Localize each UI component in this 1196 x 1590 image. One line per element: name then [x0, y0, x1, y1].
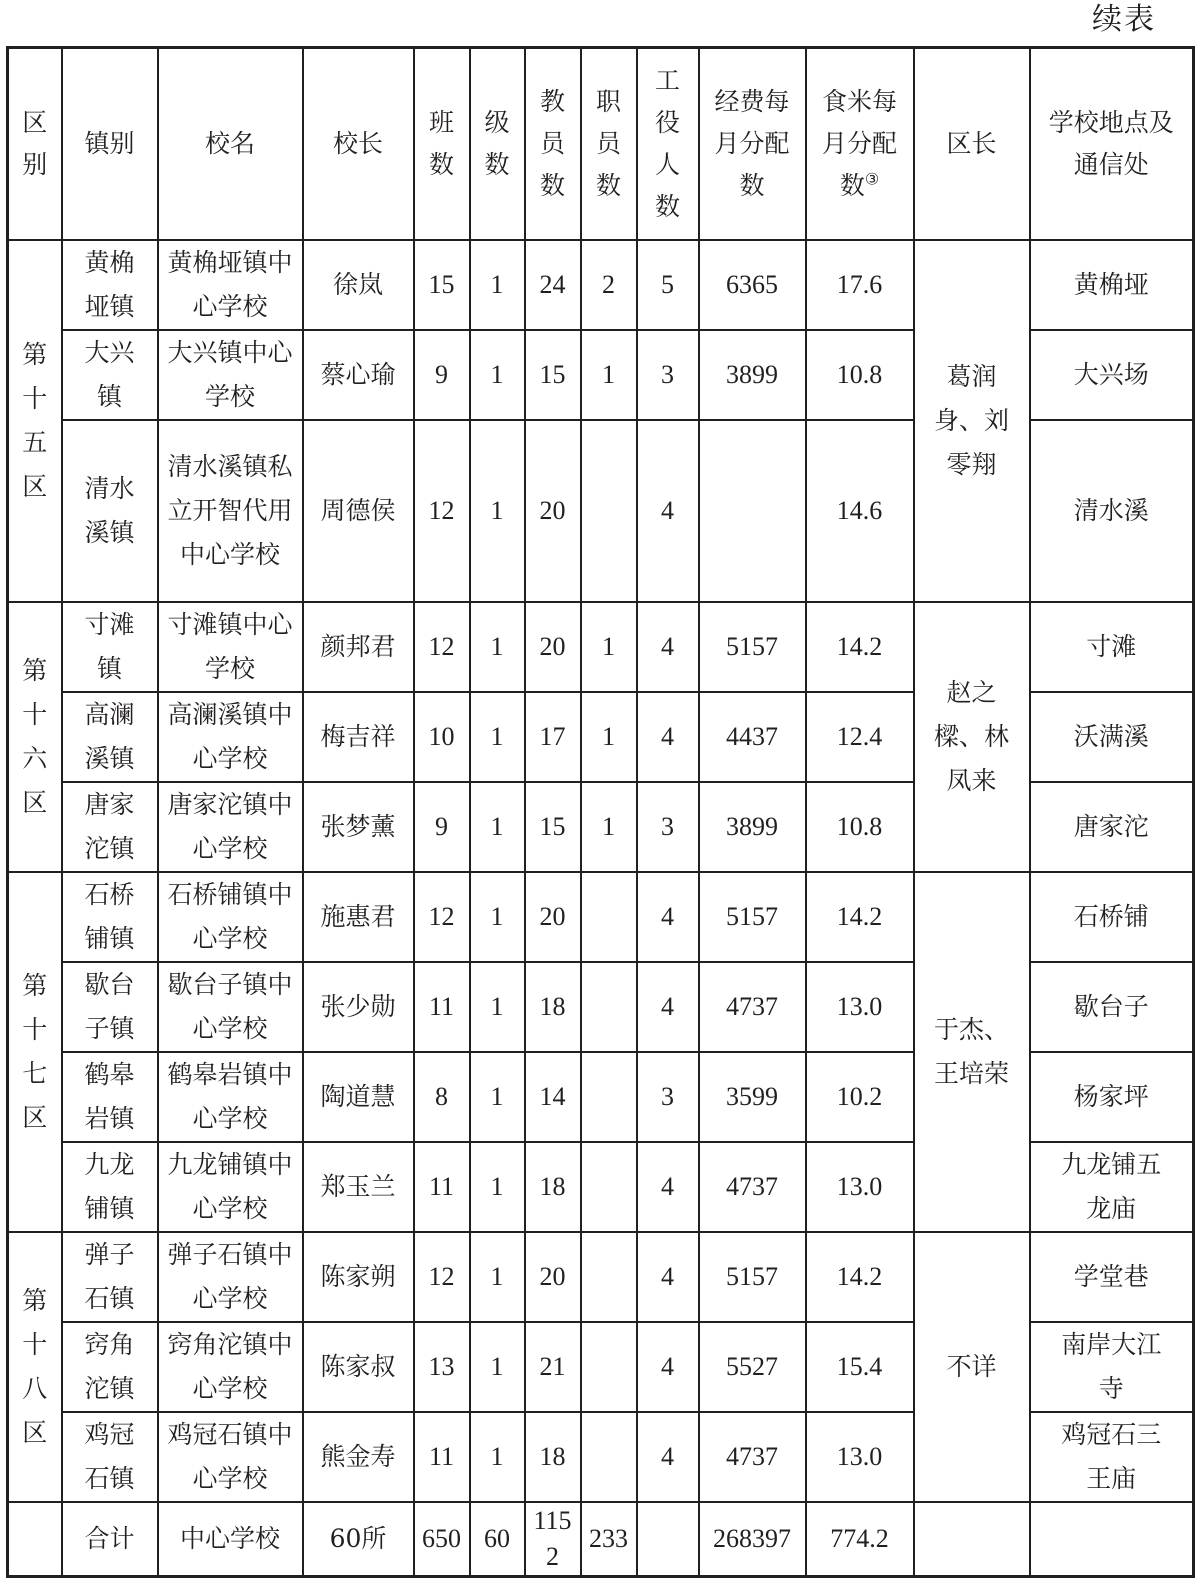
cell-teachers: 18 — [525, 962, 581, 1052]
cell-school: 石桥铺镇中心学校 — [158, 872, 303, 962]
cell-town: 大兴镇 — [62, 330, 158, 420]
total-row — [8, 1502, 1194, 1577]
cell-funding: 6365 — [699, 240, 806, 330]
cell-teachers: 18 — [525, 1142, 581, 1232]
cell-workers: 4 — [637, 1142, 699, 1232]
cell-rice: 12.4 — [806, 692, 914, 782]
cell-town: 高澜溪镇 — [62, 692, 158, 782]
cell-grades: 1 — [470, 1052, 525, 1142]
cell-rice: 14.2 — [806, 1232, 914, 1322]
cell-grades: 1 — [470, 692, 525, 782]
cell-staff: 2 — [581, 240, 637, 330]
total-funding: 268397 — [699, 1502, 806, 1577]
cell-address: 清水溪 — [1030, 420, 1194, 602]
cell-funding: 4737 — [699, 962, 806, 1052]
total-classes: 650 — [414, 1502, 470, 1577]
cell-teachers: 24 — [525, 240, 581, 330]
cell-staff — [581, 1322, 637, 1412]
cell-workers: 5 — [637, 240, 699, 330]
cell-grades: 1 — [470, 1322, 525, 1412]
cell-principal: 颜邦君 — [303, 602, 414, 692]
cell-principal: 徐岚 — [303, 240, 414, 330]
cell-town: 鸡冠石镇 — [62, 1412, 158, 1502]
cell-school: 鹤皋岩镇中心学校 — [158, 1052, 303, 1142]
cell-funding: 4737 — [699, 1142, 806, 1232]
cell-principal: 陈家朔 — [303, 1232, 414, 1322]
cell-town: 石桥铺镇 — [62, 872, 158, 962]
cell-town: 弹子石镇 — [62, 1232, 158, 1322]
cell-grades: 1 — [470, 330, 525, 420]
header-district: 区别 — [8, 48, 62, 241]
cell-district: 第十七区 — [8, 872, 62, 1232]
cell-principal: 张梦薰 — [303, 782, 414, 872]
cell-school: 鸡冠石镇中心学校 — [158, 1412, 303, 1502]
cell-funding: 5157 — [699, 602, 806, 692]
cell-address: 学堂巷 — [1030, 1232, 1194, 1322]
cell-workers: 3 — [637, 1052, 699, 1142]
continued-label: 续表 — [1092, 2, 1156, 37]
cell-school: 窍角沱镇中心学校 — [158, 1322, 303, 1412]
cell-school: 唐家沱镇中心学校 — [158, 782, 303, 872]
cell-staff — [581, 420, 637, 602]
header-town: 镇别 — [62, 48, 158, 241]
cell-principal: 熊金寿 — [303, 1412, 414, 1502]
cell-rice: 17.6 — [806, 240, 914, 330]
cell-classes: 8 — [414, 1052, 470, 1142]
cell-classes: 11 — [414, 1412, 470, 1502]
cell-address: 鸡冠石三王庙 — [1030, 1412, 1194, 1502]
cell-town: 黄桷垭镇 — [62, 240, 158, 330]
cell-principal: 陈家叔 — [303, 1322, 414, 1412]
cell-principal: 郑玉兰 — [303, 1142, 414, 1232]
cell-grades: 1 — [470, 1412, 525, 1502]
header-row — [8, 48, 1194, 241]
cell-classes: 12 — [414, 1232, 470, 1322]
cell-head: 于杰、王培荣 — [914, 872, 1030, 1232]
total-rice: 774.2 — [806, 1502, 914, 1577]
cell-teachers: 18 — [525, 1412, 581, 1502]
cell-district: 第十六区 — [8, 602, 62, 872]
total-head — [914, 1502, 1030, 1577]
cell-address: 石桥铺 — [1030, 872, 1194, 962]
cell-school: 弹子石镇中心学校 — [158, 1232, 303, 1322]
cell-staff — [581, 872, 637, 962]
cell-teachers: 14 — [525, 1052, 581, 1142]
cell-rice: 13.0 — [806, 1412, 914, 1502]
cell-staff: 1 — [581, 602, 637, 692]
cell-classes: 12 — [414, 420, 470, 602]
cell-rice: 14.6 — [806, 420, 914, 602]
total-school: 中心学校 — [158, 1502, 303, 1577]
cell-classes: 13 — [414, 1322, 470, 1412]
cell-staff — [581, 1142, 637, 1232]
cell-head: 不详 — [914, 1232, 1030, 1502]
header-principal: 校长 — [303, 48, 414, 241]
cell-staff: 1 — [581, 692, 637, 782]
header-teachers: 教员数 — [525, 48, 581, 241]
cell-grades: 1 — [470, 1232, 525, 1322]
cell-workers: 4 — [637, 872, 699, 962]
cell-principal: 施惠君 — [303, 872, 414, 962]
cell-classes: 15 — [414, 240, 470, 330]
cell-rice: 14.2 — [806, 602, 914, 692]
table-row — [8, 240, 1194, 330]
header-funding: 经费每月分配数 — [699, 48, 806, 241]
cell-town: 窍角沱镇 — [62, 1322, 158, 1412]
cell-address: 沃满溪 — [1030, 692, 1194, 782]
cell-school: 清水溪镇私立开智代用中心学校 — [158, 420, 303, 602]
cell-address: 南岸大江寺 — [1030, 1322, 1194, 1412]
total-label: 合计 — [62, 1502, 158, 1577]
cell-teachers: 20 — [525, 602, 581, 692]
cell-workers: 4 — [637, 692, 699, 782]
cell-school: 黄桷垭镇中心学校 — [158, 240, 303, 330]
cell-classes: 11 — [414, 1142, 470, 1232]
cell-workers: 3 — [637, 782, 699, 872]
cell-funding: 3899 — [699, 782, 806, 872]
header-rice-label: 食米每月分配数 — [821, 87, 897, 200]
cell-head: 葛润身、刘零翔 — [914, 240, 1030, 602]
cell-principal: 张少勋 — [303, 962, 414, 1052]
header-rice — [806, 48, 914, 241]
cell-teachers: 15 — [525, 330, 581, 420]
header-staff: 职员数 — [581, 48, 637, 241]
cell-funding: 4737 — [699, 1412, 806, 1502]
cell-address: 唐家沱 — [1030, 782, 1194, 872]
cell-rice: 10.8 — [806, 330, 914, 420]
cell-workers: 4 — [637, 962, 699, 1052]
cell-classes: 9 — [414, 330, 470, 420]
total-grades: 60 — [470, 1502, 525, 1577]
cell-principal: 陶道慧 — [303, 1052, 414, 1142]
cell-rice: 13.0 — [806, 962, 914, 1052]
cell-staff — [581, 1412, 637, 1502]
cell-school: 大兴镇中心学校 — [158, 330, 303, 420]
table-row — [8, 602, 1194, 692]
cell-school: 寸滩镇中心学校 — [158, 602, 303, 692]
cell-funding: 3599 — [699, 1052, 806, 1142]
cell-workers: 4 — [637, 1412, 699, 1502]
cell-grades: 1 — [470, 872, 525, 962]
table-row — [8, 1232, 1194, 1322]
cell-workers: 4 — [637, 420, 699, 602]
cell-rice: 10.8 — [806, 782, 914, 872]
header-classes: 班数 — [414, 48, 470, 241]
cell-teachers: 20 — [525, 420, 581, 602]
cell-rice: 13.0 — [806, 1142, 914, 1232]
total-teachers: 1152 — [525, 1502, 581, 1577]
cell-head: 赵之樑、林凤来 — [914, 602, 1030, 872]
cell-staff — [581, 962, 637, 1052]
cell-workers: 4 — [637, 1322, 699, 1412]
cell-teachers: 17 — [525, 692, 581, 782]
cell-funding: 5527 — [699, 1322, 806, 1412]
cell-address: 歇台子 — [1030, 962, 1194, 1052]
header-address: 学校地点及通信处 — [1030, 48, 1194, 241]
cell-funding — [699, 420, 806, 602]
cell-funding: 3899 — [699, 330, 806, 420]
cell-classes: 12 — [414, 602, 470, 692]
cell-rice: 10.2 — [806, 1052, 914, 1142]
header-head: 区长 — [914, 48, 1030, 241]
cell-grades: 1 — [470, 782, 525, 872]
cell-district — [8, 1502, 62, 1577]
cell-address: 杨家坪 — [1030, 1052, 1194, 1142]
cell-workers: 3 — [637, 330, 699, 420]
header-school: 校名 — [158, 48, 303, 241]
cell-principal: 梅吉祥 — [303, 692, 414, 782]
header-grades: 级数 — [470, 48, 525, 241]
cell-town: 寸滩镇 — [62, 602, 158, 692]
cell-town: 九龙铺镇 — [62, 1142, 158, 1232]
cell-funding: 5157 — [699, 1232, 806, 1322]
cell-address: 黄桷垭 — [1030, 240, 1194, 330]
cell-teachers: 20 — [525, 1232, 581, 1322]
cell-funding: 5157 — [699, 872, 806, 962]
schools-table — [6, 46, 1195, 1578]
cell-workers: 4 — [637, 602, 699, 692]
cell-staff — [581, 1052, 637, 1142]
cell-teachers: 20 — [525, 872, 581, 962]
cell-principal: 周德侯 — [303, 420, 414, 602]
cell-staff: 1 — [581, 330, 637, 420]
cell-grades: 1 — [470, 1142, 525, 1232]
cell-staff — [581, 1232, 637, 1322]
total-address — [1030, 1502, 1194, 1577]
cell-town: 唐家沱镇 — [62, 782, 158, 872]
cell-address: 寸滩 — [1030, 602, 1194, 692]
table-body — [8, 240, 1194, 1577]
cell-district: 第十五区 — [8, 240, 62, 602]
cell-staff: 1 — [581, 782, 637, 872]
cell-principal: 蔡心瑜 — [303, 330, 414, 420]
cell-school: 九龙铺镇中心学校 — [158, 1142, 303, 1232]
cell-classes: 12 — [414, 872, 470, 962]
cell-school: 歇台子镇中心学校 — [158, 962, 303, 1052]
cell-town: 歇台子镇 — [62, 962, 158, 1052]
cell-classes: 9 — [414, 782, 470, 872]
cell-teachers: 21 — [525, 1322, 581, 1412]
cell-grades: 1 — [470, 420, 525, 602]
cell-workers: 4 — [637, 1232, 699, 1322]
cell-rice: 15.4 — [806, 1322, 914, 1412]
cell-classes: 10 — [414, 692, 470, 782]
cell-address: 大兴场 — [1030, 330, 1194, 420]
total-staff: 233 — [581, 1502, 637, 1577]
cell-town: 清水溪镇 — [62, 420, 158, 602]
total-workers — [637, 1502, 699, 1577]
cell-rice: 14.2 — [806, 872, 914, 962]
cell-district: 第十八区 — [8, 1232, 62, 1502]
cell-address: 九龙铺五龙庙 — [1030, 1142, 1194, 1232]
cell-teachers: 15 — [525, 782, 581, 872]
cell-grades: 1 — [470, 602, 525, 692]
cell-town: 鹤皋岩镇 — [62, 1052, 158, 1142]
cell-funding: 4437 — [699, 692, 806, 782]
total-principal: 60所 — [303, 1502, 414, 1577]
table-row — [8, 872, 1194, 962]
footnote-marker: ③ — [864, 169, 880, 189]
cell-grades: 1 — [470, 962, 525, 1052]
cell-classes: 11 — [414, 962, 470, 1052]
header-workers: 工役人数 — [637, 48, 699, 241]
cell-school: 高澜溪镇中心学校 — [158, 692, 303, 782]
cell-grades: 1 — [470, 240, 525, 330]
